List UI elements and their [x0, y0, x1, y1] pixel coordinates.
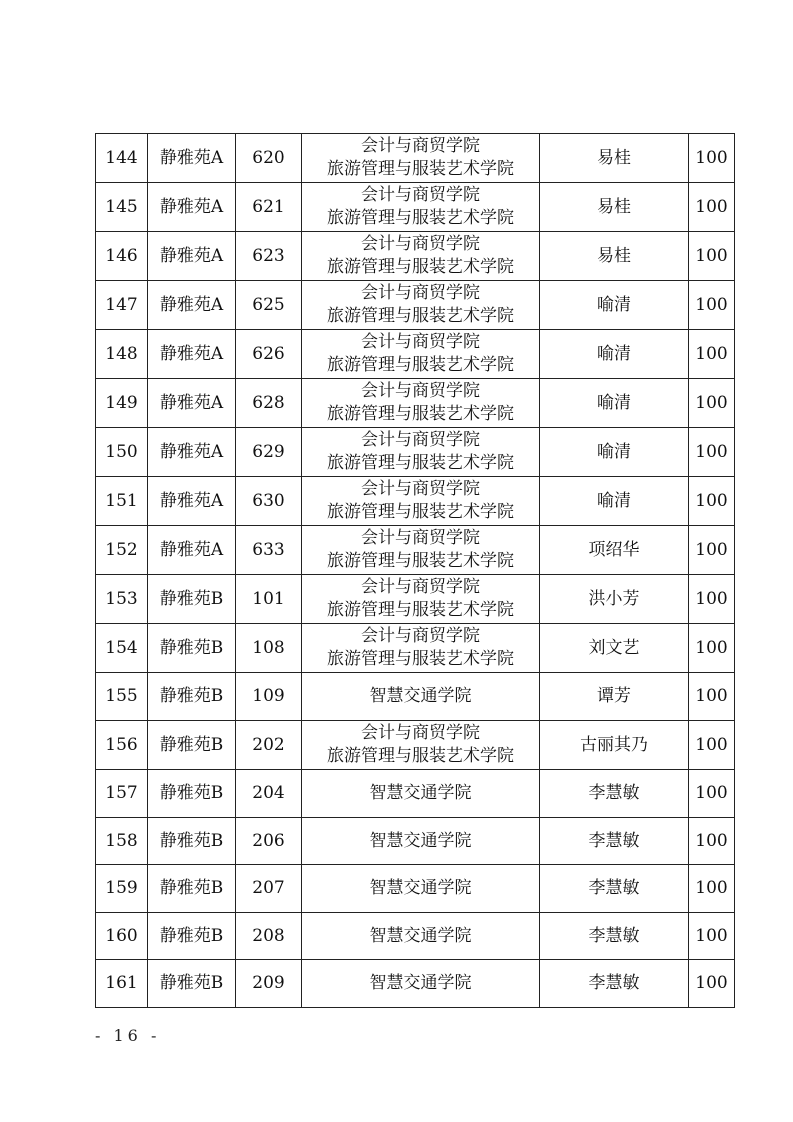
responsible-person-cell: 刘文艺 [540, 624, 689, 673]
room-number-cell: 108 [236, 624, 302, 673]
college-cell [302, 134, 540, 183]
responsible-person-cell: 易桂 [540, 232, 689, 281]
row-number-cell: 152 [96, 526, 148, 575]
row-number-cell: 158 [96, 818, 148, 865]
college-name-line: 旅游管理与服装艺术学院 [327, 502, 514, 522]
responsible-person-cell: 喻清 [540, 281, 689, 330]
row-number-cell: 148 [96, 330, 148, 379]
college-cell [302, 624, 540, 673]
row-number-cell: 151 [96, 477, 148, 526]
table-row [96, 232, 735, 281]
row-number-cell: 155 [96, 673, 148, 721]
room-number-cell: 621 [236, 183, 302, 232]
responsible-person-cell: 李慧敏 [540, 960, 689, 1008]
room-number-cell: 101 [236, 575, 302, 624]
room-number-cell: 207 [236, 865, 302, 913]
college-cell [302, 281, 540, 330]
responsible-person-cell: 谭芳 [540, 673, 689, 721]
table-row [96, 575, 735, 624]
college-name-line: 旅游管理与服装艺术学院 [327, 453, 514, 473]
college-name-line: 会计与商贸学院 [361, 430, 480, 450]
room-number-cell: 209 [236, 960, 302, 1008]
college-name-line: 旅游管理与服装艺术学院 [327, 159, 514, 179]
responsible-person-cell: 喻清 [540, 330, 689, 379]
college-name-line: 会计与商贸学院 [361, 185, 480, 205]
college-name-line: 会计与商贸学院 [361, 136, 480, 156]
college-name-line: 旅游管理与服装艺术学院 [327, 208, 514, 228]
row-number-cell: 149 [96, 379, 148, 428]
college-cell [302, 960, 540, 1008]
college-cell [302, 183, 540, 232]
row-number-cell: 154 [96, 624, 148, 673]
row-number-cell: 161 [96, 960, 148, 1008]
building-cell: 静雅苑B [148, 624, 236, 673]
room-number-cell: 202 [236, 721, 302, 770]
row-number-cell: 159 [96, 865, 148, 913]
college-cell [302, 818, 540, 865]
college-name-line: 智慧交通学院 [369, 878, 472, 898]
score-cell: 100 [689, 379, 735, 428]
score-cell: 100 [689, 183, 735, 232]
score-cell: 100 [689, 913, 735, 960]
table-row [96, 913, 735, 960]
score-cell: 100 [689, 330, 735, 379]
college-name-line: 旅游管理与服装艺术学院 [327, 404, 514, 424]
table-row [96, 281, 735, 330]
college-name-line: 智慧交通学院 [369, 686, 472, 706]
building-cell: 静雅苑B [148, 673, 236, 721]
college-cell [302, 232, 540, 281]
score-cell: 100 [689, 818, 735, 865]
building-cell: 静雅苑A [148, 379, 236, 428]
college-name-line: 会计与商贸学院 [361, 479, 480, 499]
building-cell: 静雅苑A [148, 134, 236, 183]
table-row [96, 818, 735, 865]
score-cell: 100 [689, 428, 735, 477]
row-number-cell: 144 [96, 134, 148, 183]
row-number-cell: 157 [96, 770, 148, 818]
college-name-line: 旅游管理与服装艺术学院 [327, 600, 514, 620]
row-number-cell: 145 [96, 183, 148, 232]
college-name-line: 旅游管理与服装艺术学院 [327, 746, 514, 766]
row-number-cell: 146 [96, 232, 148, 281]
building-cell: 静雅苑A [148, 183, 236, 232]
score-cell: 100 [689, 575, 735, 624]
building-cell: 静雅苑A [148, 428, 236, 477]
college-name-line: 旅游管理与服装艺术学院 [327, 551, 514, 571]
building-cell: 静雅苑B [148, 960, 236, 1008]
building-cell: 静雅苑B [148, 770, 236, 818]
room-number-cell: 630 [236, 477, 302, 526]
college-name-line: 智慧交通学院 [369, 783, 472, 803]
room-number-cell: 204 [236, 770, 302, 818]
table-row [96, 379, 735, 428]
college-name-line: 会计与商贸学院 [361, 332, 480, 352]
table-row [96, 183, 735, 232]
score-cell: 100 [689, 526, 735, 575]
college-name-line: 旅游管理与服装艺术学院 [327, 306, 514, 326]
college-name-line: 会计与商贸学院 [361, 381, 480, 401]
building-cell: 静雅苑A [148, 526, 236, 575]
building-cell: 静雅苑A [148, 477, 236, 526]
building-cell: 静雅苑B [148, 865, 236, 913]
table-row [96, 134, 735, 183]
college-name-line: 旅游管理与服装艺术学院 [327, 355, 514, 375]
building-cell: 静雅苑A [148, 232, 236, 281]
responsible-person-cell: 易桂 [540, 134, 689, 183]
college-cell [302, 913, 540, 960]
row-number-cell: 147 [96, 281, 148, 330]
room-number-cell: 633 [236, 526, 302, 575]
college-name-line: 会计与商贸学院 [361, 234, 480, 254]
building-cell: 静雅苑B [148, 913, 236, 960]
score-cell: 100 [689, 134, 735, 183]
building-cell: 静雅苑B [148, 721, 236, 770]
table-row [96, 865, 735, 913]
score-cell: 100 [689, 673, 735, 721]
college-name-line: 智慧交通学院 [369, 830, 472, 851]
responsible-person-cell: 喻清 [540, 428, 689, 477]
college-name-line: 会计与商贸学院 [361, 723, 480, 743]
responsible-person-cell: 李慧敏 [540, 913, 689, 960]
college-cell [302, 477, 540, 526]
table-row [96, 526, 735, 575]
responsible-person-cell: 项绍华 [540, 526, 689, 575]
responsible-person-cell: 易桂 [540, 183, 689, 232]
college-name-line: 会计与商贸学院 [361, 577, 480, 597]
dormitory-inspection-table [95, 133, 735, 1008]
college-cell [302, 865, 540, 913]
building-cell: 静雅苑B [148, 575, 236, 624]
building-cell: 静雅苑A [148, 330, 236, 379]
college-cell [302, 330, 540, 379]
college-name-line: 智慧交通学院 [369, 925, 472, 946]
room-number-cell: 208 [236, 913, 302, 960]
responsible-person-cell: 古丽其乃 [540, 721, 689, 770]
table-body [96, 134, 735, 1008]
college-name-line: 会计与商贸学院 [361, 626, 480, 646]
college-name-line: 会计与商贸学院 [361, 283, 480, 303]
score-cell: 100 [689, 281, 735, 330]
room-number-cell: 628 [236, 379, 302, 428]
room-number-cell: 626 [236, 330, 302, 379]
table-row [96, 673, 735, 721]
responsible-person-cell: 喻清 [540, 379, 689, 428]
college-cell [302, 428, 540, 477]
college-cell [302, 770, 540, 818]
responsible-person-cell: 李慧敏 [540, 818, 689, 865]
table-row [96, 330, 735, 379]
college-name-line: 旅游管理与服装艺术学院 [327, 257, 514, 277]
row-number-cell: 150 [96, 428, 148, 477]
page-number: - 16 - [95, 1026, 161, 1045]
room-number-cell: 109 [236, 673, 302, 721]
row-number-cell: 156 [96, 721, 148, 770]
inspection-table-container [95, 133, 735, 1008]
score-cell: 100 [689, 721, 735, 770]
table-row [96, 428, 735, 477]
college-name-line: 会计与商贸学院 [361, 528, 480, 548]
college-cell [302, 379, 540, 428]
row-number-cell: 160 [96, 913, 148, 960]
college-cell [302, 673, 540, 721]
table-row [96, 960, 735, 1008]
room-number-cell: 625 [236, 281, 302, 330]
college-name-line: 旅游管理与服装艺术学院 [327, 649, 514, 669]
responsible-person-cell: 喻清 [540, 477, 689, 526]
score-cell: 100 [689, 232, 735, 281]
building-cell: 静雅苑B [148, 818, 236, 865]
college-name-line: 智慧交通学院 [369, 973, 472, 993]
table-row [96, 721, 735, 770]
score-cell: 100 [689, 960, 735, 1008]
room-number-cell: 206 [236, 818, 302, 865]
college-cell [302, 526, 540, 575]
room-number-cell: 620 [236, 134, 302, 183]
table-row [96, 770, 735, 818]
room-number-cell: 629 [236, 428, 302, 477]
responsible-person-cell: 李慧敏 [540, 770, 689, 818]
college-cell [302, 721, 540, 770]
building-cell: 静雅苑A [148, 281, 236, 330]
responsible-person-cell: 李慧敏 [540, 865, 689, 913]
score-cell: 100 [689, 477, 735, 526]
score-cell: 100 [689, 624, 735, 673]
row-number-cell: 153 [96, 575, 148, 624]
score-cell: 100 [689, 865, 735, 913]
table-row [96, 624, 735, 673]
responsible-person-cell: 洪小芳 [540, 575, 689, 624]
score-cell: 100 [689, 770, 735, 818]
room-number-cell: 623 [236, 232, 302, 281]
table-row [96, 477, 735, 526]
college-cell [302, 575, 540, 624]
